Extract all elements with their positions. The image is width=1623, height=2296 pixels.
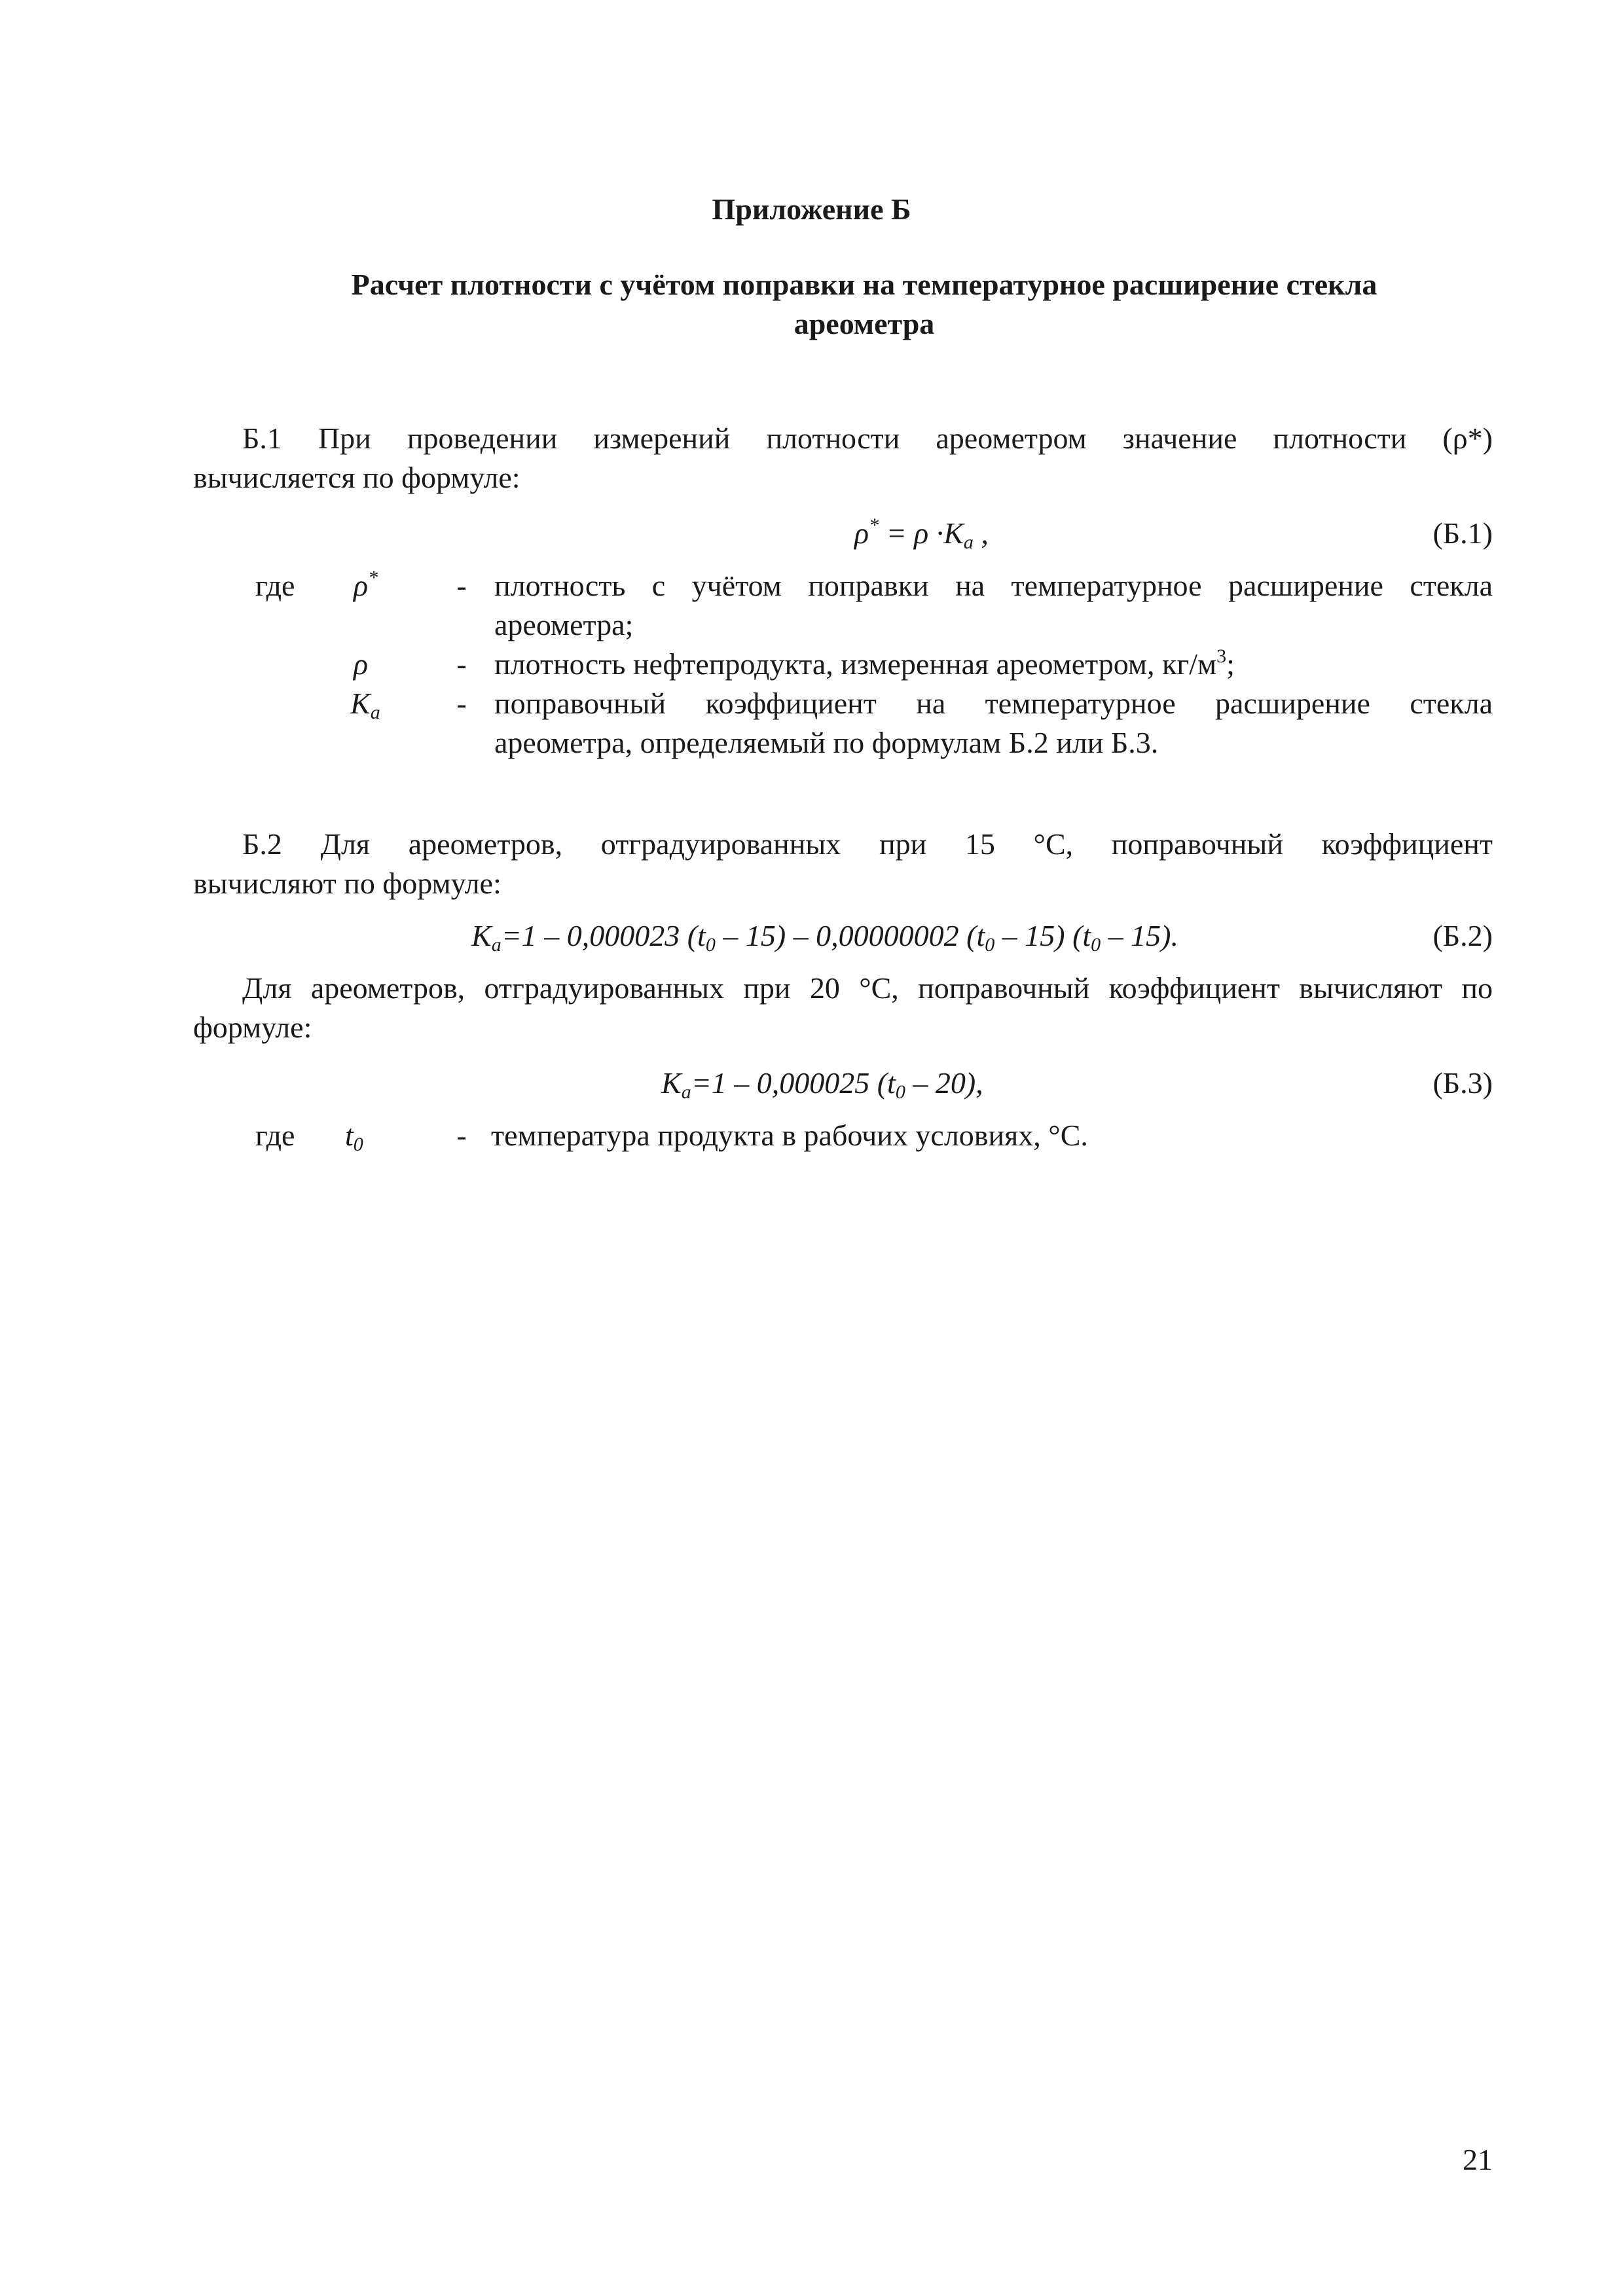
def3-symbol-k: K [350, 687, 371, 720]
def1-symbol-star: * [368, 567, 378, 588]
formula-b3-number: (Б.3) [1432, 1066, 1493, 1100]
formula-b3-part2: – 20), [905, 1066, 983, 1100]
formula-b2-part4: – 15). [1101, 919, 1178, 952]
def1-dash: - [456, 569, 467, 602]
b2-paragraph2-line2: формуле: [193, 1011, 312, 1044]
def-t0-text: температура продукта в рабочих условиях, °С. [491, 1119, 1088, 1152]
b2-paragraph-line2: вычисляют по формуле: [193, 867, 501, 900]
formula-b1-rho: ρ [854, 516, 869, 550]
appendix-title: Приложение Б [712, 192, 911, 226]
b2-paragraph-line1: Б.2 Для ареометров, отградуированных при 15 °С, поправочный коэффициент [242, 827, 1493, 861]
def2-dash: - [456, 647, 467, 681]
formula-b2-part1: =1 – 0,000023 (t [501, 919, 706, 952]
def-t0-symbol [345, 1116, 363, 1155]
formula-b2-part2: – 15) – 0,00000002 (t [715, 919, 985, 952]
b1-paragraph-line1: Б.1 При проведении измерений плотности ареометром значение плотности (ρ*) [242, 422, 1493, 455]
formula-b1-eq: = ρ · [879, 516, 944, 550]
b1-where-label: где [255, 569, 295, 602]
def2-text-main: плотность нефтепродукта, измеренная ареометром, кг/м [494, 647, 1217, 681]
formula-b1-star: * [869, 514, 879, 536]
def3-text-line2: ареометра, определяемый по формулам Б.2 или Б.3. [494, 726, 1159, 759]
def-t0-symbol-t: t [345, 1119, 354, 1152]
formula-b2-number: (Б.2) [1432, 919, 1493, 952]
formula-b3-t-sub: 0 [895, 1081, 905, 1103]
formula-b3-part1: =1 – 0,000025 (t [691, 1066, 896, 1100]
formula-b2-part3: – 15) (t [994, 919, 1091, 952]
def1-text-line2: ареометра; [494, 608, 634, 641]
def2-text-sup: 3 [1216, 645, 1227, 667]
formula-b2 [471, 916, 1178, 956]
formula-b2-t-sub3: 0 [1091, 934, 1101, 956]
def1-symbol [354, 566, 378, 605]
def3-symbol-sub: a [370, 702, 380, 723]
formula-b1-number: (Б.1) [1432, 516, 1493, 550]
def1-text-line1: плотность с учётом поправки на температурное расширение стекла [494, 569, 1493, 602]
b1-paragraph-line2: вычисляется по формуле: [193, 461, 520, 494]
section-title-line2: ареометра [793, 307, 935, 340]
formula-b3-k: K [661, 1066, 682, 1100]
formula-b1-tail: , [973, 516, 989, 550]
formula-b3 [661, 1064, 983, 1103]
formula-b2-t-sub2: 0 [985, 934, 995, 956]
formula-b1-k-sub: a [963, 531, 974, 553]
def3-dash: - [456, 687, 467, 720]
page-number: 21 [1463, 2143, 1493, 2176]
def3-text-line1: поправочный коэффициент на температурное расширение стекла [494, 687, 1493, 720]
section-title-line1: Расчет плотности с учётом поправки на температурное расширение стекла [351, 268, 1377, 301]
b2-paragraph2-line1: Для ареометров, отградуированных при 20 °С, поправочный коэффициент вычисляют по [242, 971, 1493, 1005]
formula-b1-k: K [943, 516, 964, 550]
b2-where-label: где [255, 1119, 295, 1152]
formula-b2-t-sub1: 0 [705, 934, 716, 956]
formula-b1 [854, 514, 989, 553]
formula-b3-k-sub: a [681, 1081, 691, 1103]
def-t0-dash: - [456, 1119, 467, 1152]
def2-text [494, 645, 1235, 684]
formula-b2-k: K [471, 919, 492, 952]
def-t0-symbol-sub: 0 [353, 1134, 363, 1155]
def3-symbol [350, 684, 380, 723]
formula-b2-k-sub: a [491, 934, 501, 956]
def2-symbol: ρ [354, 647, 369, 681]
def1-symbol-rho: ρ [354, 569, 369, 602]
def2-text-tail: ; [1226, 647, 1235, 681]
